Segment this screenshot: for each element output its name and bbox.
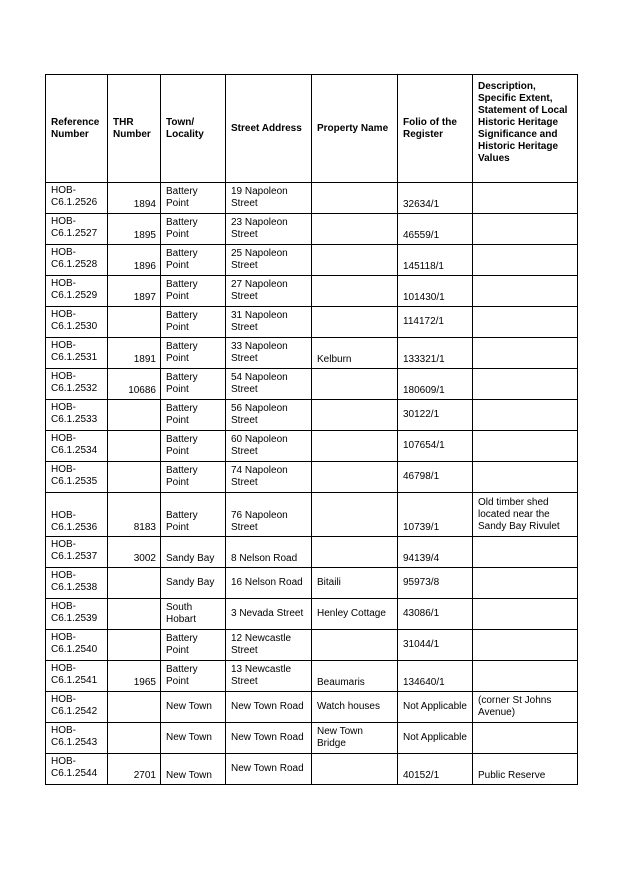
cell-folio: 134640/1: [398, 661, 473, 692]
cell-property: [312, 630, 398, 661]
cell-folio: 114172/1: [398, 307, 473, 338]
cell-property: [312, 369, 398, 400]
cell-street: New Town Road: [226, 754, 312, 785]
cell-town: Battery Point: [161, 661, 226, 692]
cell-town: Battery Point: [161, 400, 226, 431]
cell-property: [312, 400, 398, 431]
cell-description: Old timber shed located near the Sandy Bay Rivulet: [473, 493, 578, 537]
table-row: [46, 276, 578, 307]
cell-reference: HOB-C6.1.2542: [46, 692, 108, 723]
cell-folio: 95973/8: [398, 568, 473, 599]
cell-folio: 40152/1: [398, 754, 473, 785]
cell-town: Battery Point: [161, 431, 226, 462]
cell-town: Battery Point: [161, 307, 226, 338]
header-property-name: Property Name: [312, 75, 398, 183]
cell-folio: 46798/1: [398, 462, 473, 493]
table-row: [46, 692, 578, 723]
cell-street: 27 Napoleon Street: [226, 276, 312, 307]
cell-thr: 1891: [108, 338, 161, 369]
cell-property: Kelburn: [312, 338, 398, 369]
cell-reference: HOB-C6.1.2526: [46, 183, 108, 214]
cell-street: 19 Napoleon Street: [226, 183, 312, 214]
cell-reference: HOB-C6.1.2536: [46, 493, 108, 537]
cell-town: Battery Point: [161, 214, 226, 245]
cell-description: [473, 599, 578, 630]
cell-street: 12 Newcastle Street: [226, 630, 312, 661]
cell-folio: Not Applicable: [398, 692, 473, 723]
table-row: [46, 462, 578, 493]
cell-reference: HOB-C6.1.2539: [46, 599, 108, 630]
table-row: [46, 568, 578, 599]
cell-folio: 145118/1: [398, 245, 473, 276]
cell-description: [473, 338, 578, 369]
cell-reference: HOB-C6.1.2543: [46, 723, 108, 754]
cell-town: Battery Point: [161, 630, 226, 661]
cell-thr: [108, 568, 161, 599]
table-row: [46, 307, 578, 338]
cell-property: Henley Cottage: [312, 599, 398, 630]
cell-property: [312, 276, 398, 307]
header-description: Description, Specific Extent, Statement of Local Historic Heritage Significance and Historic Heritage Values: [473, 75, 578, 183]
header-reference-number: Reference Number: [46, 75, 108, 183]
cell-reference: HOB-C6.1.2541: [46, 661, 108, 692]
cell-street: 74 Napoleon Street: [226, 462, 312, 493]
table-row: [46, 369, 578, 400]
cell-thr: 2701: [108, 754, 161, 785]
cell-reference: HOB-C6.1.2544: [46, 754, 108, 785]
cell-description: [473, 661, 578, 692]
cell-property: Beaumaris: [312, 661, 398, 692]
cell-folio: Not Applicable: [398, 723, 473, 754]
cell-town: Battery Point: [161, 493, 226, 537]
cell-street: 76 Napoleon Street: [226, 493, 312, 537]
cell-thr: 10686: [108, 369, 161, 400]
cell-reference: HOB-C6.1.2532: [46, 369, 108, 400]
cell-description: [473, 245, 578, 276]
cell-street: 13 Newcastle Street: [226, 661, 312, 692]
cell-folio: 10739/1: [398, 493, 473, 537]
cell-street: 31 Napoleon Street: [226, 307, 312, 338]
cell-town: South Hobart: [161, 599, 226, 630]
cell-description: [473, 568, 578, 599]
cell-description: [473, 307, 578, 338]
cell-property: [312, 183, 398, 214]
cell-town: New Town: [161, 723, 226, 754]
table-row: [46, 183, 578, 214]
cell-property: New Town Bridge: [312, 723, 398, 754]
table-row: [46, 537, 578, 568]
header-town-locality: Town/ Locality: [161, 75, 226, 183]
cell-town: Battery Point: [161, 338, 226, 369]
cell-thr: 1894: [108, 183, 161, 214]
cell-street: 33 Napoleon Street: [226, 338, 312, 369]
table-row: [46, 338, 578, 369]
cell-reference: HOB-C6.1.2535: [46, 462, 108, 493]
cell-street: 25 Napoleon Street: [226, 245, 312, 276]
cell-property: [312, 214, 398, 245]
cell-folio: 133321/1: [398, 338, 473, 369]
table-row: [46, 599, 578, 630]
cell-folio: 94139/4: [398, 537, 473, 568]
cell-reference: HOB-C6.1.2528: [46, 245, 108, 276]
cell-description: [473, 537, 578, 568]
cell-street: 8 Nelson Road: [226, 537, 312, 568]
cell-town: Battery Point: [161, 462, 226, 493]
cell-thr: 1896: [108, 245, 161, 276]
cell-description: (corner St Johns Avenue): [473, 692, 578, 723]
cell-town: New Town: [161, 692, 226, 723]
header-thr-number: THR Number: [108, 75, 161, 183]
cell-street: 60 Napoleon Street: [226, 431, 312, 462]
cell-thr: 8183: [108, 493, 161, 537]
cell-description: [473, 214, 578, 245]
header-row: [46, 75, 578, 183]
cell-thr: [108, 462, 161, 493]
cell-street: 3 Nevada Street: [226, 599, 312, 630]
cell-property: [312, 307, 398, 338]
cell-town: Sandy Bay: [161, 537, 226, 568]
cell-thr: [108, 400, 161, 431]
cell-thr: [108, 723, 161, 754]
cell-street: New Town Road: [226, 723, 312, 754]
cell-property: [312, 754, 398, 785]
cell-reference: HOB-C6.1.2533: [46, 400, 108, 431]
table-row: [46, 245, 578, 276]
cell-town: Battery Point: [161, 245, 226, 276]
cell-property: Bitaili: [312, 568, 398, 599]
cell-description: [473, 400, 578, 431]
cell-reference: HOB-C6.1.2537: [46, 537, 108, 568]
cell-thr: 3002: [108, 537, 161, 568]
table-row: [46, 661, 578, 692]
cell-folio: 31044/1: [398, 630, 473, 661]
cell-reference: HOB-C6.1.2534: [46, 431, 108, 462]
cell-street: 54 Napoleon Street: [226, 369, 312, 400]
cell-description: [473, 462, 578, 493]
cell-folio: 180609/1: [398, 369, 473, 400]
cell-reference: HOB-C6.1.2527: [46, 214, 108, 245]
header-street-address: Street Address: [226, 75, 312, 183]
cell-description: [473, 723, 578, 754]
cell-town: Battery Point: [161, 183, 226, 214]
cell-town: Sandy Bay: [161, 568, 226, 599]
cell-description: [473, 276, 578, 307]
cell-street: 56 Napoleon Street: [226, 400, 312, 431]
cell-folio: 46559/1: [398, 214, 473, 245]
cell-thr: [108, 630, 161, 661]
cell-reference: HOB-C6.1.2529: [46, 276, 108, 307]
cell-description: Public Reserve: [473, 754, 578, 785]
table-row: [46, 493, 578, 537]
cell-town: New Town: [161, 754, 226, 785]
heritage-register-table: [45, 74, 578, 785]
cell-reference: HOB-C6.1.2530: [46, 307, 108, 338]
table-row: [46, 754, 578, 785]
cell-thr: 1965: [108, 661, 161, 692]
cell-property: [312, 493, 398, 537]
cell-description: [473, 431, 578, 462]
cell-thr: [108, 599, 161, 630]
cell-thr: [108, 431, 161, 462]
cell-town: Battery Point: [161, 369, 226, 400]
cell-reference: HOB-C6.1.2538: [46, 568, 108, 599]
table-row: [46, 400, 578, 431]
cell-folio: 43086/1: [398, 599, 473, 630]
header-folio: Folio of the Register: [398, 75, 473, 183]
cell-street: 23 Napoleon Street: [226, 214, 312, 245]
cell-description: [473, 183, 578, 214]
cell-folio: 32634/1: [398, 183, 473, 214]
cell-street: New Town Road: [226, 692, 312, 723]
cell-folio: 30122/1: [398, 400, 473, 431]
cell-thr: [108, 307, 161, 338]
cell-thr: 1897: [108, 276, 161, 307]
table-row: [46, 431, 578, 462]
cell-reference: HOB-C6.1.2540: [46, 630, 108, 661]
cell-property: [312, 245, 398, 276]
cell-street: 16 Nelson Road: [226, 568, 312, 599]
cell-folio: 101430/1: [398, 276, 473, 307]
cell-description: [473, 630, 578, 661]
table-row: [46, 630, 578, 661]
cell-reference: HOB-C6.1.2531: [46, 338, 108, 369]
cell-thr: 1895: [108, 214, 161, 245]
cell-property: Watch houses: [312, 692, 398, 723]
cell-thr: [108, 692, 161, 723]
table-row: [46, 723, 578, 754]
cell-property: [312, 431, 398, 462]
cell-folio: 107654/1: [398, 431, 473, 462]
cell-property: [312, 462, 398, 493]
cell-town: Battery Point: [161, 276, 226, 307]
table-row: [46, 214, 578, 245]
cell-description: [473, 369, 578, 400]
cell-property: [312, 537, 398, 568]
